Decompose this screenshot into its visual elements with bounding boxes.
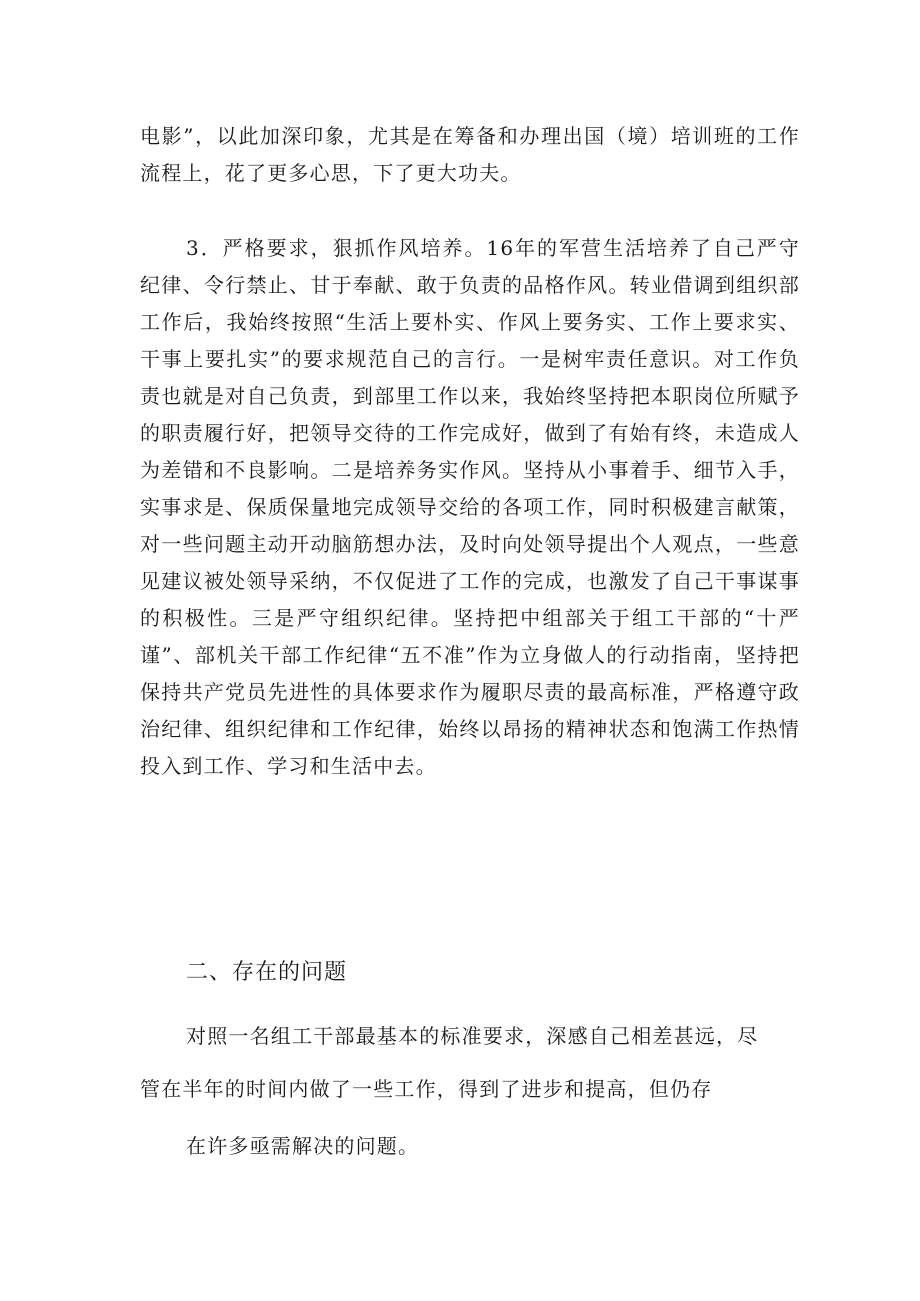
paragraph-2: 3．严格要求，狠抓作风培养。16年的军营生活培养了自己严守纪律、令行禁止、甘于奉献、敢于负责的品格作风。转业借调到组织部工作后，我始终按照“生活上要朴实、作风上要务实、工作上要求实、干事上要扎实”的要求规范自己的言行。一是树牢责任意识。对工作负责也就是对自己负责，到部里工作以来，我始终坚持把本职岗位所赋予的职责履行好，把领导交待的工作完成好，做到了有始有终，未造成人为差错和不良影响。二是培养务实作风。坚持从小事着手、细节入手，实事求是、保质保量地完成领导交给的各项工作，同时积极建言献策，对一些问题主动开动脑筋想办法，及时向处领导提出个人观点，一些意见建议被处领导采纳，不仅促进了工作的完成，也激发了自己干事谋事的积极性。三是严守组织纪律。坚持把中组部关于组工干部的“十严谨”、部机关干部工作纪律“五不准”作为立身做人的行动指南，坚持把保持共产党员先进性的具体要求作为履职尽责的最高标准，严格遵守政治纪律、组织纪律和工作纪律，始终以昂扬的精神状态和饱满工作热情投入到工作、学习和生活中去。 — [140, 236, 800, 778]
closing-line-3: 在许多亟需解决的问题。 — [186, 1134, 420, 1158]
closing-line-2: 管在半年的时间内做了一些工作，得到了进步和提高，但仍存 — [140, 1077, 713, 1101]
paragraph-1: 电影”，以此加深印象，尤其是在筹备和办理出国（境）培训班的工作流程上，花了更多心思，下了更大功夫。 — [140, 124, 800, 185]
section-heading: 二、存在的问题 — [186, 960, 348, 985]
closing-line-1: 对照一名组工干部最基本的标准要求，深感自己相差甚远，尽 — [186, 1024, 759, 1048]
